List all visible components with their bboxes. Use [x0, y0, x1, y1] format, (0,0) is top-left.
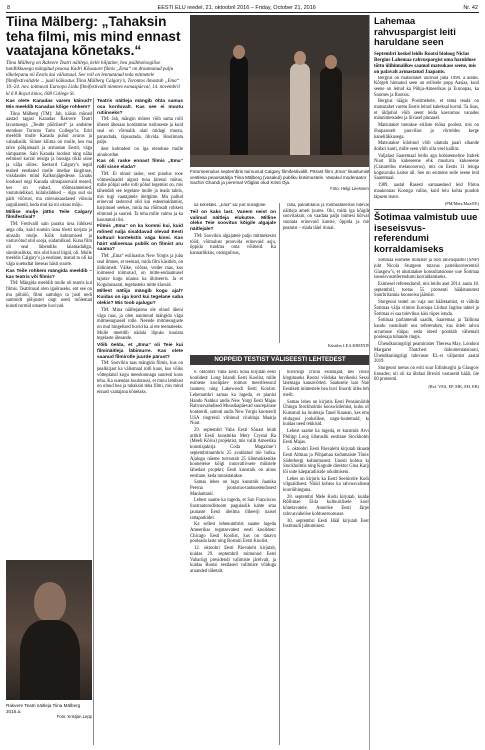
interview-question: Teatris näitleja mängib öhta samas osa korduvalt. Kas see ei muutu rutiinseks? [97, 99, 183, 116]
issue-number: Nr. 42 [463, 5, 478, 11]
sidebar-paragraph: Šotimaa parlamendi saadik, Saaremaa ja Tallinna kaudu vastuliselt uus referendum, kus ütleb rahva arvamuse rüüpa; seda ideed pooldab vähemalt poolesaja tuhande ringis. [374, 318, 479, 341]
article-column-6 [283, 370, 370, 745]
article-column-5 [190, 370, 276, 745]
interview-question: Millest nätiija mängib kogu ajal? Kuidas on iga kord kui tegelane saba olekis? Mis toob ajalugu? [97, 289, 183, 307]
paragraph: TM: Mina näitlejatena ole olnud üheni väga raas, ja olen nauinnud mängida väga mitmesuguseid rolle. Neende mitmesuguste on mul hingelised huvid ka ai ete teemateeks. Mulle meeldib nädala lõpuks kuulata tegelaste ülesande. [97, 307, 183, 342]
paragraph: 29. septembri Vaba Eesti Sõnast leiab artikli Eesti kunstniku Mery Crystal Ra (Meeli Kõiva) projektist, mis valiti Ameerika kunstiajakirja Coda Magazine’i septembrinumbris 25 avaldatud töö hulka. Ajalugu näeme tutvustab 25 üliemokkenike hooneteise kõigi innovatiivsete mõistele lähedast projekti; Eesti kunstnik on ainus eestlane, keda tunnistatakse. [190, 428, 276, 479]
paragraph: na kõnetaks. „Ema“ sai just niisugune. [194, 203, 267, 208]
sidebar-paragraph: Esimesel referendumil, mis leidis aset 2014. aasta 18. septembril, toetas 55 protsenti hääletanutest Suurbritannia koosseisu jäämist. [374, 282, 479, 299]
article-column-4 [283, 203, 370, 341]
person-left-head [233, 45, 245, 59]
photo-credit: Foto: Helgi Leesment [330, 185, 370, 191]
paragraph: dest kohtudest on iga etenduse mulle ainukordne. [97, 146, 183, 158]
column-4-signature: Küsitles LEA KREININ [327, 343, 370, 348]
portrait-caption [6, 703, 92, 720]
sidebar-signature-1: (PM/Mets/Maa/EE) [444, 201, 479, 207]
portrait-body [20, 620, 80, 700]
sidebar-news [369, 15, 479, 750]
portrait-figure [34, 582, 66, 622]
page-number-left: 8 [7, 5, 11, 11]
sidebar-paragraph: 1989. aastal Rasesti samaaedsed leid Pärnu maakonnas Koonga vallas, kuid leiu kohta puudub täpsem teave. [374, 183, 479, 200]
interview-question: Kas olete Kanadas varem käinud? Mis meeldib Kanadas kõige rohkem? [6, 99, 92, 110]
paragraph: Lehest saame ka lugeda, et kunstnik Arvo Philipp Loog üllatuslik eestlane Stockholmi Eesti Majas. [283, 429, 370, 446]
sidebar-body-1 [374, 76, 479, 202]
person-center-head [294, 51, 306, 65]
article-column-3 [190, 203, 276, 349]
paragraph: Samas lehes on lugu kunstnik Jaanika Peerna joonistus-tantsuetendusest Manhattanil. [190, 480, 276, 497]
paragraph: 28. septembri Mele Kodu kirjutab, kuidas Rõšhmae Elda kultuurilisele kooli kõnetavatele, Annelise Eesti Järjes rahvusvahelise kohtuseroonusse. [283, 494, 370, 517]
paragraph: 12. oktoobri Eesti Päevaleht kirjutab, kuidas 29. septembril toimunud Eesti Vabariigi presidendi valimiste järelvalt, ja kuidas Rootsi eestlased valimiste võiduga aruanded tähetalt. [190, 546, 276, 574]
person-right-head [325, 55, 337, 69]
paragraph: Ka sellest lehenumbrist saame lugeda Ameerikas tegutsevatest eesti koolidest: Chicago Eesti Koolist, kus on tänavu poolsada laste ning Bostoni Eesti Koolist. [190, 522, 276, 545]
sidebar-divider [374, 209, 479, 210]
paragraph: 5. oktoobri Eesti Päevaleht kirjutab tänaste Eesti Altmaa ja Põhjamaa kodumaiste Tõnis-Söderbergi kohtumusest. Uuesti kohtus ka Stockholmis ning Kogude direktor Gina Karja lõi uute käeparadiiside nõudmiseni. [283, 447, 370, 475]
article-column-1 [6, 98, 92, 555]
sidebar-signature-2: (Ref. VES, EP, MK, EH, ER) [428, 384, 479, 390]
sidebar-paragraph: Šotimaa esimene minister ja Šoti rahvuspartei (SNP) juht Nicola Sturgeon tutavas parteikonverentsil Glasgow’s, et alustatakse konsultatsioone uue Šotimaa iseseisvusreferendumi korraldamiseks. [374, 258, 479, 281]
portrait-caption-text: Rakvere Teatri näitleja Tiina Mälberg 2016.a. [6, 703, 81, 714]
column-rule [279, 203, 280, 343]
article-lead: Tiina Mälberg on Rakvere Teatri näitleja, kelle hiljutine, hea psühholoogilise tundlikkusega mängitud peaosa Kadri Kõusaare filmis „Ema“ on draamanud palju tähelepanu nii Eestis kui välismaal. See roll on lennutanud teda mitmetele filmifestivalidele ... juuli käikustus Tiina Mälberg Calgary’s, Torontos ilmastub „Ema“ 10.-24. nov. toimuval Euroopa Liidu filmifestivalil nimmes esmaspäeval, 14. novembril kl 6 8 Royal kinos, 608 College St. [6, 60, 180, 97]
sidebar-paragraph: Valjalast Saaremaal leidis aga hobiseeneline Indrek Nuut lilla kukeseene ehk mustuva kukeseene (Cratarellus melanoxeros), mis on Eestis 11 leiuga kogutavaks kaitse all. See on esimene selle seene leid Saaremaal. [374, 153, 479, 182]
portrait-photo [6, 560, 92, 700]
paragraph: raha, paindlikkus ja rõõmsameelsus tulevad näitleja ameti juures. Oki, mida iga kõigile soovitaksin, on vaadata palju inimesi kõrval, suunata erinevaid kunste, õppida ja mis peamist – elada täiel rinnal. [283, 203, 370, 231]
paragraph: TM: Jah, mängin mõnes võib sama rolli üheset ühesaas kordamine rutiinseste ja kuid seal on võimalik alati midagi muuta, parandada, täpsustada, lihvida. Hoolimata palju. [97, 117, 183, 146]
sidebar-paragraph: Matsutakse kilohind võib ulatuda paari sihande dollari kanti, mille seen võib olla veel kallim. [374, 141, 479, 152]
sidebar-lead-1: Septembri keskel leidis Rootsi bioloog Niclas Bergius Lahemaa rahvuspargist oma harulduse tõttu ülihinnalikes saanud matsukase seene, mis on palavalt armastatud Jaapanis. [374, 51, 476, 75]
photo-caption-text: Fotomeenutus septembris toimunud Calgary filmifestivalilt. Pärast filmi „Ema“ linastumist vestlesa peaosatäitja Tiina Mälberg (vasakul) publiku küsimustele. Vasakul moderaator Sachin Ghandi ja peremal Võiglas olud Kristi Oja. [190, 169, 370, 186]
paragraph: TM: Ei olnud raske, sest puudus rooe võtmesõnadel algust tuna kirensi mõtus, mille põhjal selle rolli põhul tegemist on, mis tähendab see tegelane mulle ja teada tahtis, mis tugi vaatajatele ütelgime. Mu pallud erinevad rasteroid olid kui esteemaldamist, harjutusel seekes, mida ma rõõmsalt rohkest elimnud ja suured. Ta teha mille vaimu ja ka kasutatud riisi. [97, 171, 183, 223]
paragraph: huviringi Triinu esindajad, kes võisid kingituseks Rootsi võiduka huvikeski Sessi, laiemaga kaasavõtted. Saatusele laat Nais Eestikelt inimestele hea huvi Iloordi ütles leht meilt. [283, 370, 370, 398]
festival-photo [190, 15, 370, 167]
paragraph: Tiina Mälberg (TM): Jah, käisin mõned aastad tagasi Kanadas Rakvere Teatri lavastusega „Teulte põõriised“ ja andsime etenduse Toronto Tartu College’is. Eriti meeldib mulle Kanada puhul avarus ja vabaduslik. Siinne kliima on mulle, kes ma talve põhjamaalt ja armastan Eestit, väga sümpaatne. Sain Kanada loodust ning näha eelmisel korral reisiga ja hussiga rikki sisse ja välja sõites. Seekord Calgary’s tegid teabed eestlased mulle imelise kingituse, viskdasdes mind Kalkunjägedesse. Linaks loodusel ongi Kanada silmapaistvaid mesed, kes on vabad, rõõmsameelsed, vastutulelikud, külalislahked – olgu sud sis pärit võõrust, ma rahvuskaaslased võisuia suguilaneid, keda mul ka nii uksus mõju. [6, 111, 92, 208]
sidebar-paragraph: Sturgeoni toetus on eriti suur Edinburghi ja Glasgow linnades; nii oli ka ühtlasi Brexiti vastaseid hääli, üle 60 protsenti. [374, 365, 479, 383]
photo-caption [190, 169, 370, 191]
page-header [6, 0, 479, 13]
paragraph: Lehes on kirjutis ka Eesti Seeniorite Kodu vilgsaldisest. Nüüd kohtus ka rahvusvalisese kooriühinguna. [283, 476, 370, 494]
portrait-credit: Foto: Kristjan Lepp [56, 714, 92, 720]
sidebar-paragraph: Bergius on matsutaket uurinud juba 1998. a alates. Kõrgelt hinnatud seen on erilisele popp Aasias, kuid seene on leitud ka Põhja-Ameerikas ja Euroopas, ka Soomes ja Rootsis. [374, 75, 479, 98]
sidebar-paragraph: Sturgeoni teatel on vaja uut hääletamist, et vältida Šotimaa välja viimist Euroopa Liidust Inglise tahtel ja Šotimaa ei saa tulevikus käsi rüpes istuda. [374, 300, 479, 317]
column-rule [279, 370, 280, 745]
sidebar-paragraph: Ühendkuningriigi peaminister Theresa May, Londoni Margaret Thatcheri dokumentatsiooni, Ühendkuningriigi tulevasse EL-st väljumist aastal 2019. [374, 342, 479, 365]
sidebar-body-2 [374, 258, 479, 384]
person-center-figure [290, 63, 310, 159]
masthead-date: EESTI ELU reedel, 21. oktoobril 2016 – Friday, October 21, 2016 [157, 5, 316, 11]
paragraph: TM: „Ema“ esilinastus New Yorgis ja juba seal ilmnes, et teemad, mida film käsitleb, on üldinimelt. Välke, võõras, veider mas, kus inimesed toimuvad, on mitte-endaamusel tajutav kogu nüanss ka ühitseeris. Ja et Kogulunaarat, tegelasteks mitte klassid. [97, 254, 183, 288]
sidebar-paragraph: Matsutaket tuntakse eriliste tööna poolest, mis on õhupaarselt puuvilise ja võrreldes kerge kanelilikkusega. [374, 123, 479, 140]
paragraph: TM: Mängida meeldib mulle nii teatris kui filmis. Teatritusal olen igaõraseks, ent see on mu põhiöö, filmi sattuhgo ta justi nedi sammidt põhjustel ongi neeti mõlemad kunstivormid omaette huvivad. [6, 281, 92, 310]
paragraph: TM: Soovikin taas mängida filmis, kus on pealkirjast ka välismaal rolli kuus, kus võiks võtteplatsil kogu meeskonnaga suuresti koos teha. Ka uuendas kuulutussi, et minu lembust on olnud hea ja tahaksin teha filmi, mis mind ennast vaatajana kõnetaks. [97, 361, 183, 395]
interview-question: Kas Teile rohkem mängida meeldib – kas teatris või filmis? [6, 268, 92, 280]
paragraph: Samas lehes on kirjutis Eesti Pensionäride Ühingu Stockholmis kooswiitlemist, kuhu oli Kutsutud ka luuletaja Tanel Kaanan, kes ema elulugusi jookslikse, nagu-luutemaid, ka kuidas need tekkisid. [283, 399, 370, 428]
interview-question: Teil on kaks last. Vanem neist on valinud näitleja elukutse. Milline oleks Teie soovitus kõigile algajale näitlejale? [190, 209, 276, 233]
person-left-figure [230, 55, 248, 155]
paragraph: TM: Soovikin algajatele palju mitmekesist tööd, võimalust proovida erinevaid asju, õppida tundma oma võimeid. Ka kannatlikkus, otsingulisus, [190, 233, 276, 256]
interview-question: Võib öelda, et „Ema“ oli Teie kui filminäitleja läbimurre. Kas olete saanud filmirolle juurde pärast? [97, 343, 183, 360]
column-rule [93, 98, 94, 745]
interview-question: Filmis „Ema“ on ka kommi kui, kuid mõned nalja sisaldavad olevad Eesti kultuuri kontekstis väga kinni. Kas häirt välisemaa publik on filmist aru saama? [97, 224, 183, 253]
sidebar-title-1: Lahemaa rahvuspargist leiti haruldane seen [374, 16, 456, 48]
section-bar: NOPPEID TESTIST VÄLISEESTI LEHTEDEST [190, 355, 370, 365]
interview-question: Kas oli raske ennast filmis „Ema“ rolli sisse elada? [97, 159, 183, 171]
person-right-figure [320, 67, 342, 159]
paragraph: Lehest saame ka lugeda, et San Franciscos ilustraatorodistoom pagulaslik kahte sma jaunaste Eesti üleilma ilikeerji naisel rattaparkidel. [190, 498, 276, 521]
paragraph: 6. oktoobri Vaba Eesti Sõna kirjutab eesti koolidest: Long Islandi Eesti Koolist, mille esimene koolipäev toimus meeriteosuul raamen; ning Lakewoodi Eesti Koolist. Lehenumbri samas ka lugeda, et pianist Hando Nahkur andis New Yorgi Eesti Majas Rahvusvahelised Muusikapäevad suurepärase kontserdi, samuti andis New Yorgis kontserdi USA ringreisil viibinud viiuldaja Maarja Nuut. [190, 370, 276, 427]
interview-question: Millise mulje jättis Teile Calgary filmifestival? [6, 209, 92, 221]
sidebar-title-2: Šotimaa valmistub uue iseseisvus-referendumi korraldamiseks [374, 212, 478, 255]
paragraph: TM: Festivalil sain paraku ürsa lühikest aega olla, kuid suutsin üsna tõesti korjata ja ainsalis mulje. Kõik kohtumised ja vastuvõtud olid sooja, südamlikud. Kuna film oli seal lühendiks laiamadaliga, sünnituslikku, mis olid koral liigid, oli. Mulle meeldis Calgary’s ja eestlane, teatud ta oli ka väga uuetudtat loeseas hästi suurte. [6, 222, 92, 268]
sidebar-paragraph: Bergius räägis Postimehele, et tema teada on matsutaket varem Eestis leitud kaheksal korral. Ta lisas, et üldjuhul võib seent leida kaevamas vanades männimetsades ja liivasel pinnasel. [374, 99, 479, 122]
paragraph: 30. septembri Eesti Hääl kirjutab Eesti Instituudi juhtumisest. [283, 518, 370, 530]
photo-backdrop [190, 15, 370, 75]
article-column-2 [97, 98, 183, 745]
article-headline: Tiina Mälberg: „Tahaksin teha filmi, mis mind ennast vaatajana kõnetaks.“ [6, 14, 181, 58]
photo-floor [190, 155, 370, 167]
